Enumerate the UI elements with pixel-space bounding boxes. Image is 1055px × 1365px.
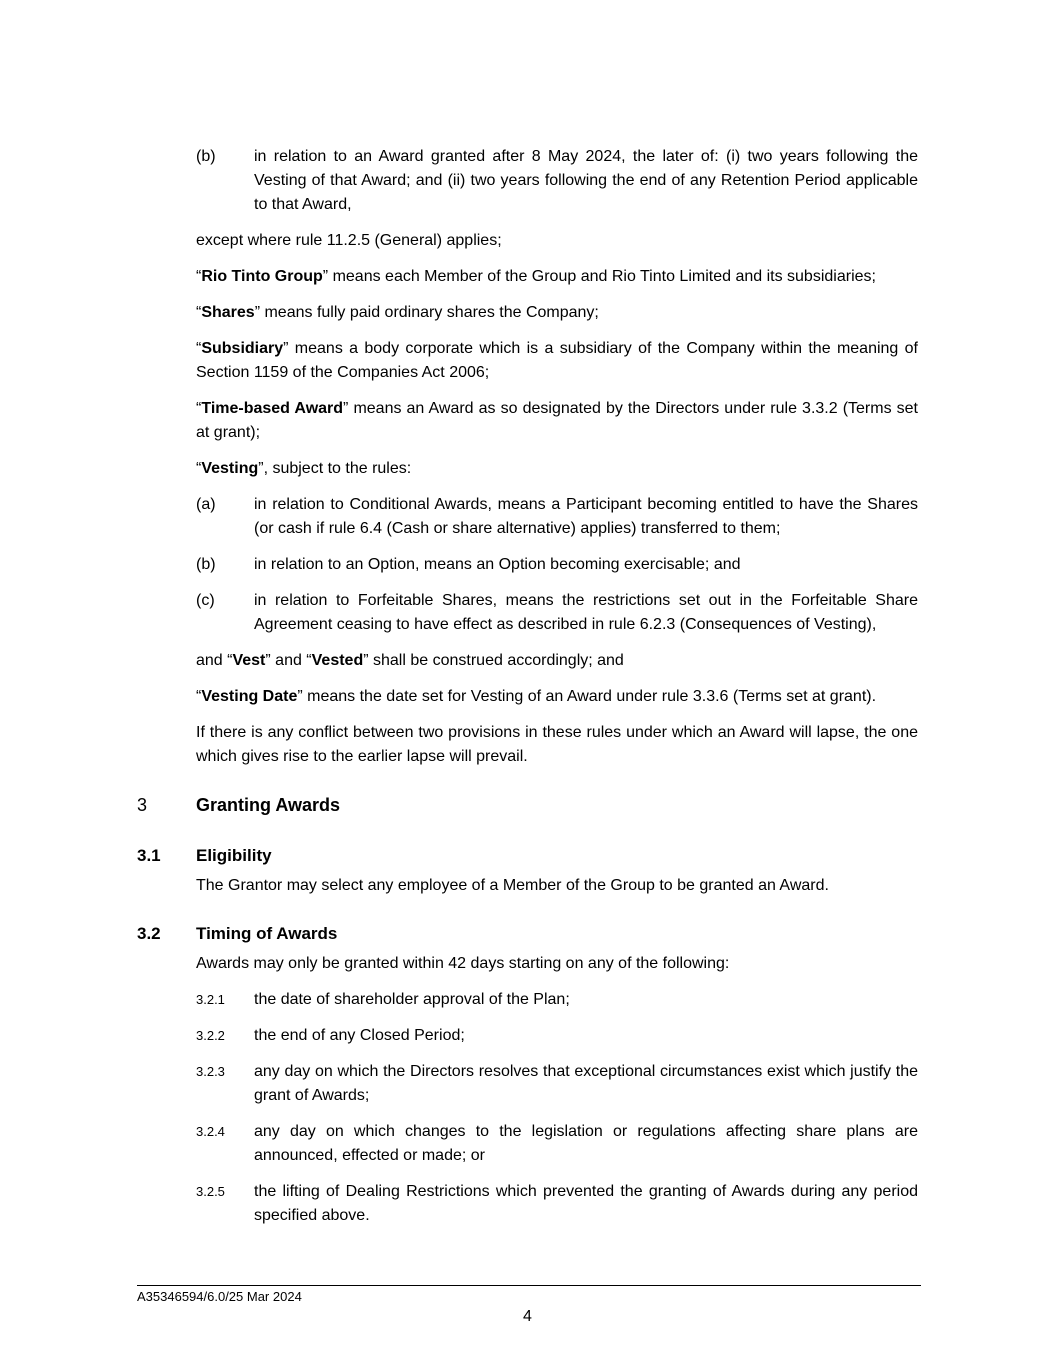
item-text: any day on which the Directors resolves that exceptional circumstances exist which justify the grant of Awards;: [254, 1063, 918, 1104]
item-text: the lifting of Dealing Restrictions which prevented the granting of Awards during any period specified above.: [254, 1183, 918, 1224]
item-label: 3.2.2: [196, 1028, 225, 1043]
except-clause: except where rule 11.2.5 (General) applies;: [196, 232, 502, 249]
item-text: in relation to Forfeitable Shares, means the restrictions set out in the Forfeitable Share Agreement ceasing to have effect as described in rule 6.2.3 (Consequences of Vesting),: [254, 592, 918, 633]
item-text: the end of any Closed Period;: [254, 1027, 465, 1044]
subsection-title: Timing of Awards: [196, 924, 338, 943]
subsection-number: 3.1: [137, 846, 161, 865]
item-label: 3.2.3: [196, 1064, 225, 1079]
timing-intro: Awards may only be granted within 42 days starting on any of the following:: [196, 955, 730, 972]
subsection-title: Eligibility: [196, 846, 272, 865]
defined-term: Rio Tinto Group: [201, 268, 323, 285]
section-heading: [137, 793, 340, 817]
subsection-heading: [137, 922, 337, 946]
list-item: [196, 1120, 918, 1168]
defined-term: Shares: [201, 304, 255, 321]
document-reference: A35346594/6.0/25 Mar 2024: [137, 1289, 302, 1304]
page-number: 4: [523, 1308, 532, 1325]
item-text: any day on which changes to the legislation or regulations affecting share plans are announced, effected or made; or: [254, 1123, 918, 1164]
item-text: in relation to an Option, means an Option becoming exercisable; and: [254, 556, 741, 573]
conflict-paragraph: If there is any conflict between two provisions in these rules under which an Award will lapse, the one which gives rise to the earlier lapse will prevail.: [196, 724, 918, 765]
section-number: 3: [137, 795, 148, 815]
defined-term: Vested: [311, 652, 364, 669]
definition-shares: “Shares” means fully paid ordinary shares the Company;: [196, 304, 599, 321]
footer-divider: [137, 1285, 921, 1286]
list-item: [196, 493, 918, 541]
vest-construed-clause: and “Vest” and “Vested” shall be construed accordingly; and: [196, 652, 624, 669]
item-label: (b): [196, 556, 216, 573]
defined-term: Subsidiary: [201, 340, 284, 357]
definition-subsidiary: “Subsidiary” means a body corporate which is a subsidiary of the Company within the meaning of Section 1159 of the Companies Act 2006;: [196, 340, 918, 381]
definition-vesting-date: “Vesting Date” means the date set for Vesting of an Award under rule 3.3.6 (Terms set at grant).: [196, 688, 877, 705]
item-label: 3.2.5: [196, 1184, 225, 1199]
defined-term: Vest: [232, 652, 266, 669]
item-label: 3.2.4: [196, 1124, 225, 1139]
defined-term: Time-based Award: [201, 400, 344, 417]
list-item: [196, 553, 918, 577]
defined-term: Vesting Date: [201, 688, 298, 705]
defined-term: Vesting: [201, 460, 259, 477]
list-item: [196, 1180, 918, 1228]
subsection-number: 3.2: [137, 924, 161, 943]
item-text: in relation to an Award granted after 8 May 2024, the later of: (i) two years following the Vesting of that Award; and (ii) two years following the end of any Retention Period applicable to that Award,: [254, 148, 918, 213]
item-label: (a): [196, 496, 216, 513]
item-label: (b): [196, 148, 216, 165]
list-item: [196, 988, 918, 1012]
item-text: in relation to Conditional Awards, means a Participant becoming entitled to have the Shares (or cash if rule 6.4 (Cash or share alternative) applies) transferred to them;: [254, 496, 918, 537]
list-item: [196, 1024, 918, 1048]
definition-rio-tinto-group: “Rio Tinto Group” means each Member of the Group and Rio Tinto Limited and its subsidiaries;: [196, 268, 876, 285]
item-label: (c): [196, 592, 215, 609]
list-item: [196, 145, 918, 217]
section-title: Granting Awards: [196, 795, 341, 815]
eligibility-text: The Grantor may select any employee of a Member of the Group to be granted an Award.: [196, 877, 829, 894]
item-text: the date of shareholder approval of the Plan;: [254, 991, 570, 1008]
definition-time-based-award: “Time-based Award” means an Award as so designated by the Directors under rule 3.3.2 (Terms set at grant);: [196, 400, 918, 441]
list-item: [196, 589, 918, 637]
list-item: [196, 1060, 918, 1108]
item-label: 3.2.1: [196, 992, 225, 1007]
definition-vesting: “Vesting”, subject to the rules:: [196, 460, 412, 477]
subsection-heading: [137, 844, 272, 868]
